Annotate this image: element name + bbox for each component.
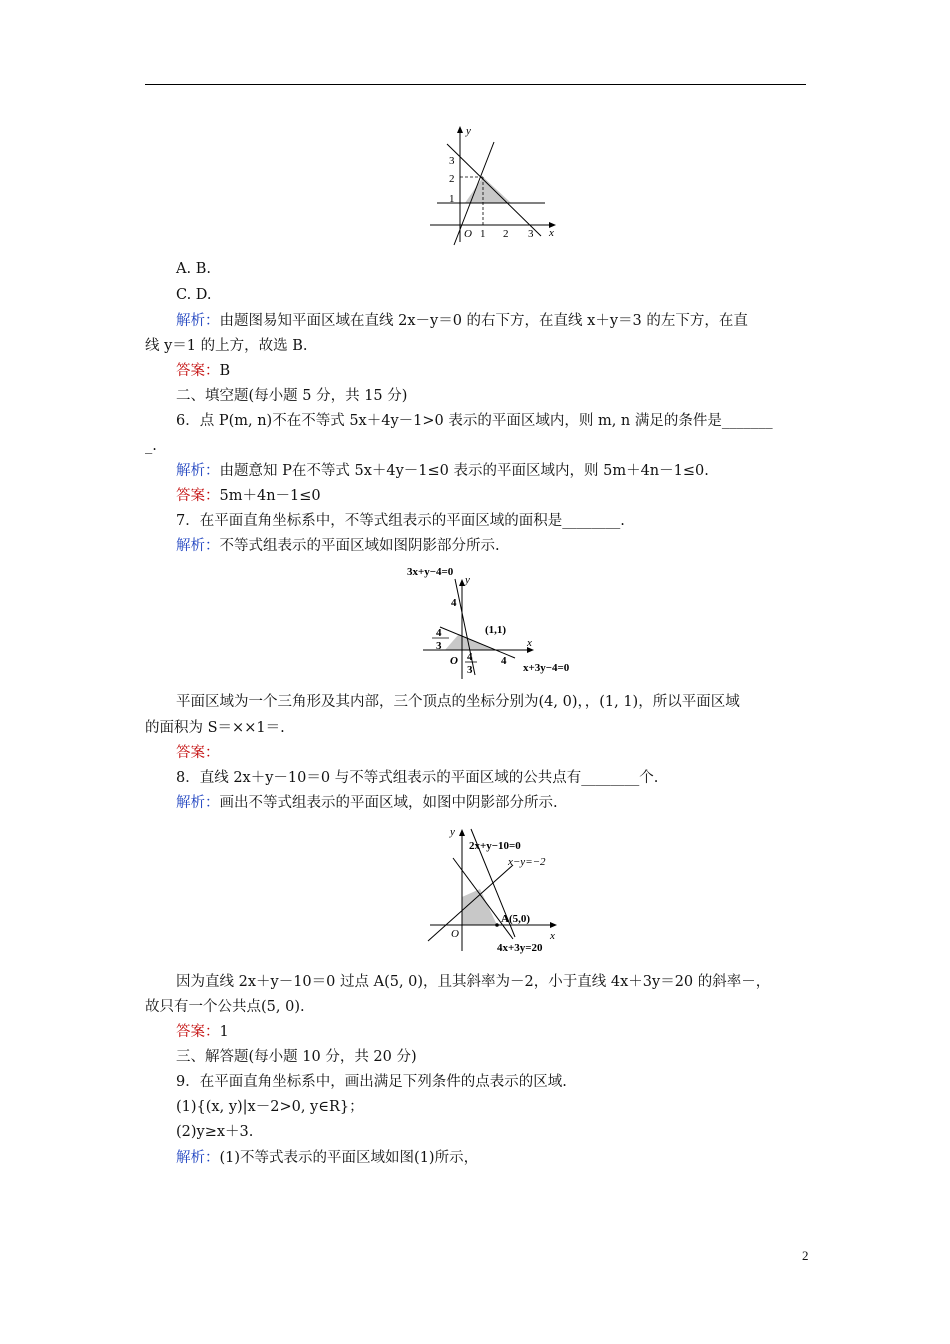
y-label: y <box>466 125 471 137</box>
q8-analysis <box>176 793 558 813</box>
label-4x-plus-3y-20: 4x+3y=20 <box>497 942 543 954</box>
figure-2 <box>405 563 590 685</box>
tick-x2: 2 <box>503 228 509 240</box>
q8-answer <box>176 1022 229 1042</box>
tick-y1: 1 <box>449 193 455 205</box>
y-label: y <box>465 574 470 586</box>
line-x-minus-y <box>428 865 513 941</box>
x-label: x <box>549 227 554 239</box>
q6-text: 6．点 P(m, n)不在不等式 5x＋4y－1>0 表示的平面区域内，则 m, n 满足的条件是_______ <box>176 413 773 429</box>
analysis-label: 解析： <box>176 795 220 811</box>
origin-label: O <box>451 928 459 940</box>
q9-analysis-text: (1)不等式表示的平面区域如图(1)所示， <box>219 1150 479 1166</box>
tick-y4: 4 <box>451 597 457 609</box>
label-3x-plus-y-4: 3x+y−4=0 <box>407 566 454 578</box>
q8-body-2: 故只有一个公共点(5, 0). <box>145 999 305 1015</box>
header-rule <box>145 84 806 85</box>
q6-text-cont: _. <box>145 438 157 454</box>
tick-y3: 3 <box>449 155 455 167</box>
figure-1 <box>425 122 560 251</box>
analysis-label: 解析： <box>176 313 220 329</box>
q5-analysis <box>176 311 748 331</box>
q9-part2: (2)y≥x＋3. <box>176 1124 254 1140</box>
q7-analysis-text: 不等式组表示的平面区域如图阴影部分所示. <box>219 538 500 554</box>
tick-x4: 4 <box>501 655 507 667</box>
label-x-plus-3y-4: x+3y−4=0 <box>523 662 570 674</box>
q5-answer <box>176 361 230 381</box>
section-2-heading: 二、填空题(每小题 5 分，共 15 分) <box>176 388 408 404</box>
q7-body-2: 的面积为 S＝××1＝. <box>145 720 285 736</box>
point-a <box>495 923 499 927</box>
origin-label: O <box>450 655 458 667</box>
label-x-minus-y: x−y=−2 <box>508 856 546 868</box>
analysis-label: 解析： <box>176 1150 220 1166</box>
tick-x1: 1 <box>480 228 486 240</box>
label-a: A(5,0) <box>501 913 531 925</box>
options-ab: A. B. <box>176 261 211 277</box>
line-x-plus-y-3 <box>447 144 541 236</box>
label-2x-plus-y-10: 2x+y−10=0 <box>469 840 521 852</box>
y-axis-arrow <box>459 829 465 836</box>
q9-part1: (1){(x, y)|x－2>0, y∈R}； <box>176 1099 364 1115</box>
q6-analysis-text: 由题意知 P在不等式 5x＋4y－1≤0 表示的平面区域内，则 5m＋4n－1≤0. <box>219 463 709 479</box>
figure-1-graph <box>425 122 560 247</box>
figure-3 <box>425 823 565 962</box>
x-label: x <box>550 930 555 942</box>
options-cd: C. D. <box>176 287 212 303</box>
q8-answer-text: 1 <box>219 1024 229 1040</box>
q7-text: 7．在平面直角坐标系中，不等式组表示的平面区域的面积是________. <box>176 513 625 529</box>
q9-analysis <box>176 1148 478 1168</box>
q7-analysis <box>176 536 500 556</box>
q9-text: 9．在平面直角坐标系中，画出满足下列条件的点表示的区域. <box>176 1074 567 1090</box>
q5-answer-text: B <box>219 363 231 379</box>
section-3-heading: 三、解答题(每小题 10 分，共 20 分) <box>176 1049 417 1065</box>
frac-y-den: 3 <box>436 640 442 652</box>
q6-answer-text: 5m＋4n－1≤0 <box>219 488 321 504</box>
q6-analysis <box>176 461 709 481</box>
q8-text: 8．直线 2x＋y－10＝0 与不等式组表示的平面区域的公共点有________个. <box>176 770 659 786</box>
x-label: x <box>527 637 532 649</box>
q7-answer <box>176 743 220 763</box>
answer-label: 答案： <box>176 745 220 761</box>
q8-analysis-text: 画出不等式组表示的平面区域，如图中阴影部分所示. <box>219 795 558 811</box>
point-1-1: (1,1) <box>485 624 507 636</box>
answer-label: 答案： <box>176 1024 220 1040</box>
origin-label: O <box>464 228 472 240</box>
tick-x3: 3 <box>528 228 534 240</box>
q8-body-1: 因为直线 2x＋y－10＝0 过点 A(5, 0)，且其斜率为－2，小于直线 4x＋3y＝20 的斜率－， <box>176 974 771 990</box>
frac-x-den: 3 <box>467 664 473 676</box>
y-axis-arrow <box>457 126 463 133</box>
figure-2-graph <box>405 563 590 681</box>
y-label: y <box>450 826 455 838</box>
frac-y-num: 4 <box>436 627 442 639</box>
x-axis-arrow <box>550 922 557 928</box>
q6-answer <box>176 486 321 506</box>
analysis-label: 解析： <box>176 538 220 554</box>
q5-analysis-cont: 线 y＝1 的上方，故选 B. <box>145 338 308 354</box>
q7-body-1: 平面区域为一个三角形及其内部，三个顶点的坐标分别为(4, 0)，，(1, 1)，所以平面区域 <box>176 694 740 710</box>
page-number: 2 <box>802 1248 809 1263</box>
tick-y2: 2 <box>449 173 455 185</box>
analysis-label: 解析： <box>176 463 220 479</box>
frac-x-num: 4 <box>467 651 473 663</box>
answer-label: 答案： <box>176 488 220 504</box>
figure-3-graph <box>425 823 565 958</box>
q5-analysis-text: 由题图易知平面区域在直线 2x－y＝0 的右下方，在直线 x＋y＝3 的左下方，在直 <box>219 313 748 329</box>
answer-label: 答案： <box>176 363 220 379</box>
